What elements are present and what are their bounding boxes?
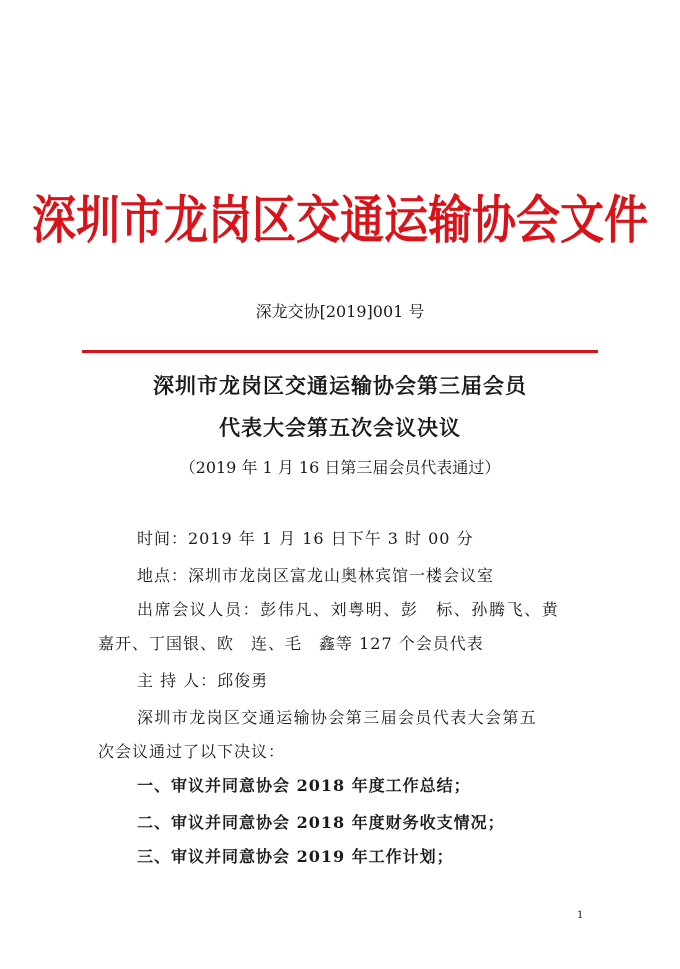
attendees-line-2: 嘉开、丁国银、欧 连、毛 鑫等 127 个会员代表 bbox=[98, 634, 484, 653]
resolution-item-3: 三、审议并同意协会 2019 年工作计划； bbox=[137, 847, 454, 866]
resolution-item-2: 二、审议并同意协会 2018 年度财务收支情况； bbox=[137, 813, 505, 832]
body-paragraph-line-1: 深圳市龙岗区交通运输协会第三届会员代表大会第五 bbox=[137, 708, 538, 727]
resolution-item-1: 一、审议并同意协会 2018 年度工作总结； bbox=[137, 776, 471, 795]
meeting-place: 地点：深圳市龙岗区富龙山奥林宾馆一楼会议室 bbox=[137, 566, 495, 585]
document-header-title: 深圳市龙岗区交通运输协会文件 bbox=[32, 190, 648, 251]
meeting-host: 主 持 人：邱俊勇 bbox=[137, 671, 269, 690]
resolution-subtitle: （2019 年 1 月 16 日第三届会员代表通过） bbox=[179, 458, 501, 477]
page-number: 1 bbox=[577, 910, 584, 921]
resolution-title-line-1: 深圳市龙岗区交通运输协会第三届会员 bbox=[153, 373, 527, 398]
document-number: 深龙交协[2019]001 号 bbox=[255, 302, 425, 321]
attendees-line-1: 出席会议人员：彭伟凡、刘粤明、彭 标、孙腾飞、黄 bbox=[137, 600, 560, 619]
header-divider bbox=[82, 350, 598, 353]
resolution-title-line-2: 代表大会第五次会议决议 bbox=[219, 415, 461, 440]
meeting-time: 时间：2019 年 1 月 16 日下午 3 时 00 分 bbox=[137, 529, 474, 548]
body-paragraph-line-2: 次会议通过了以下决议： bbox=[98, 742, 286, 761]
